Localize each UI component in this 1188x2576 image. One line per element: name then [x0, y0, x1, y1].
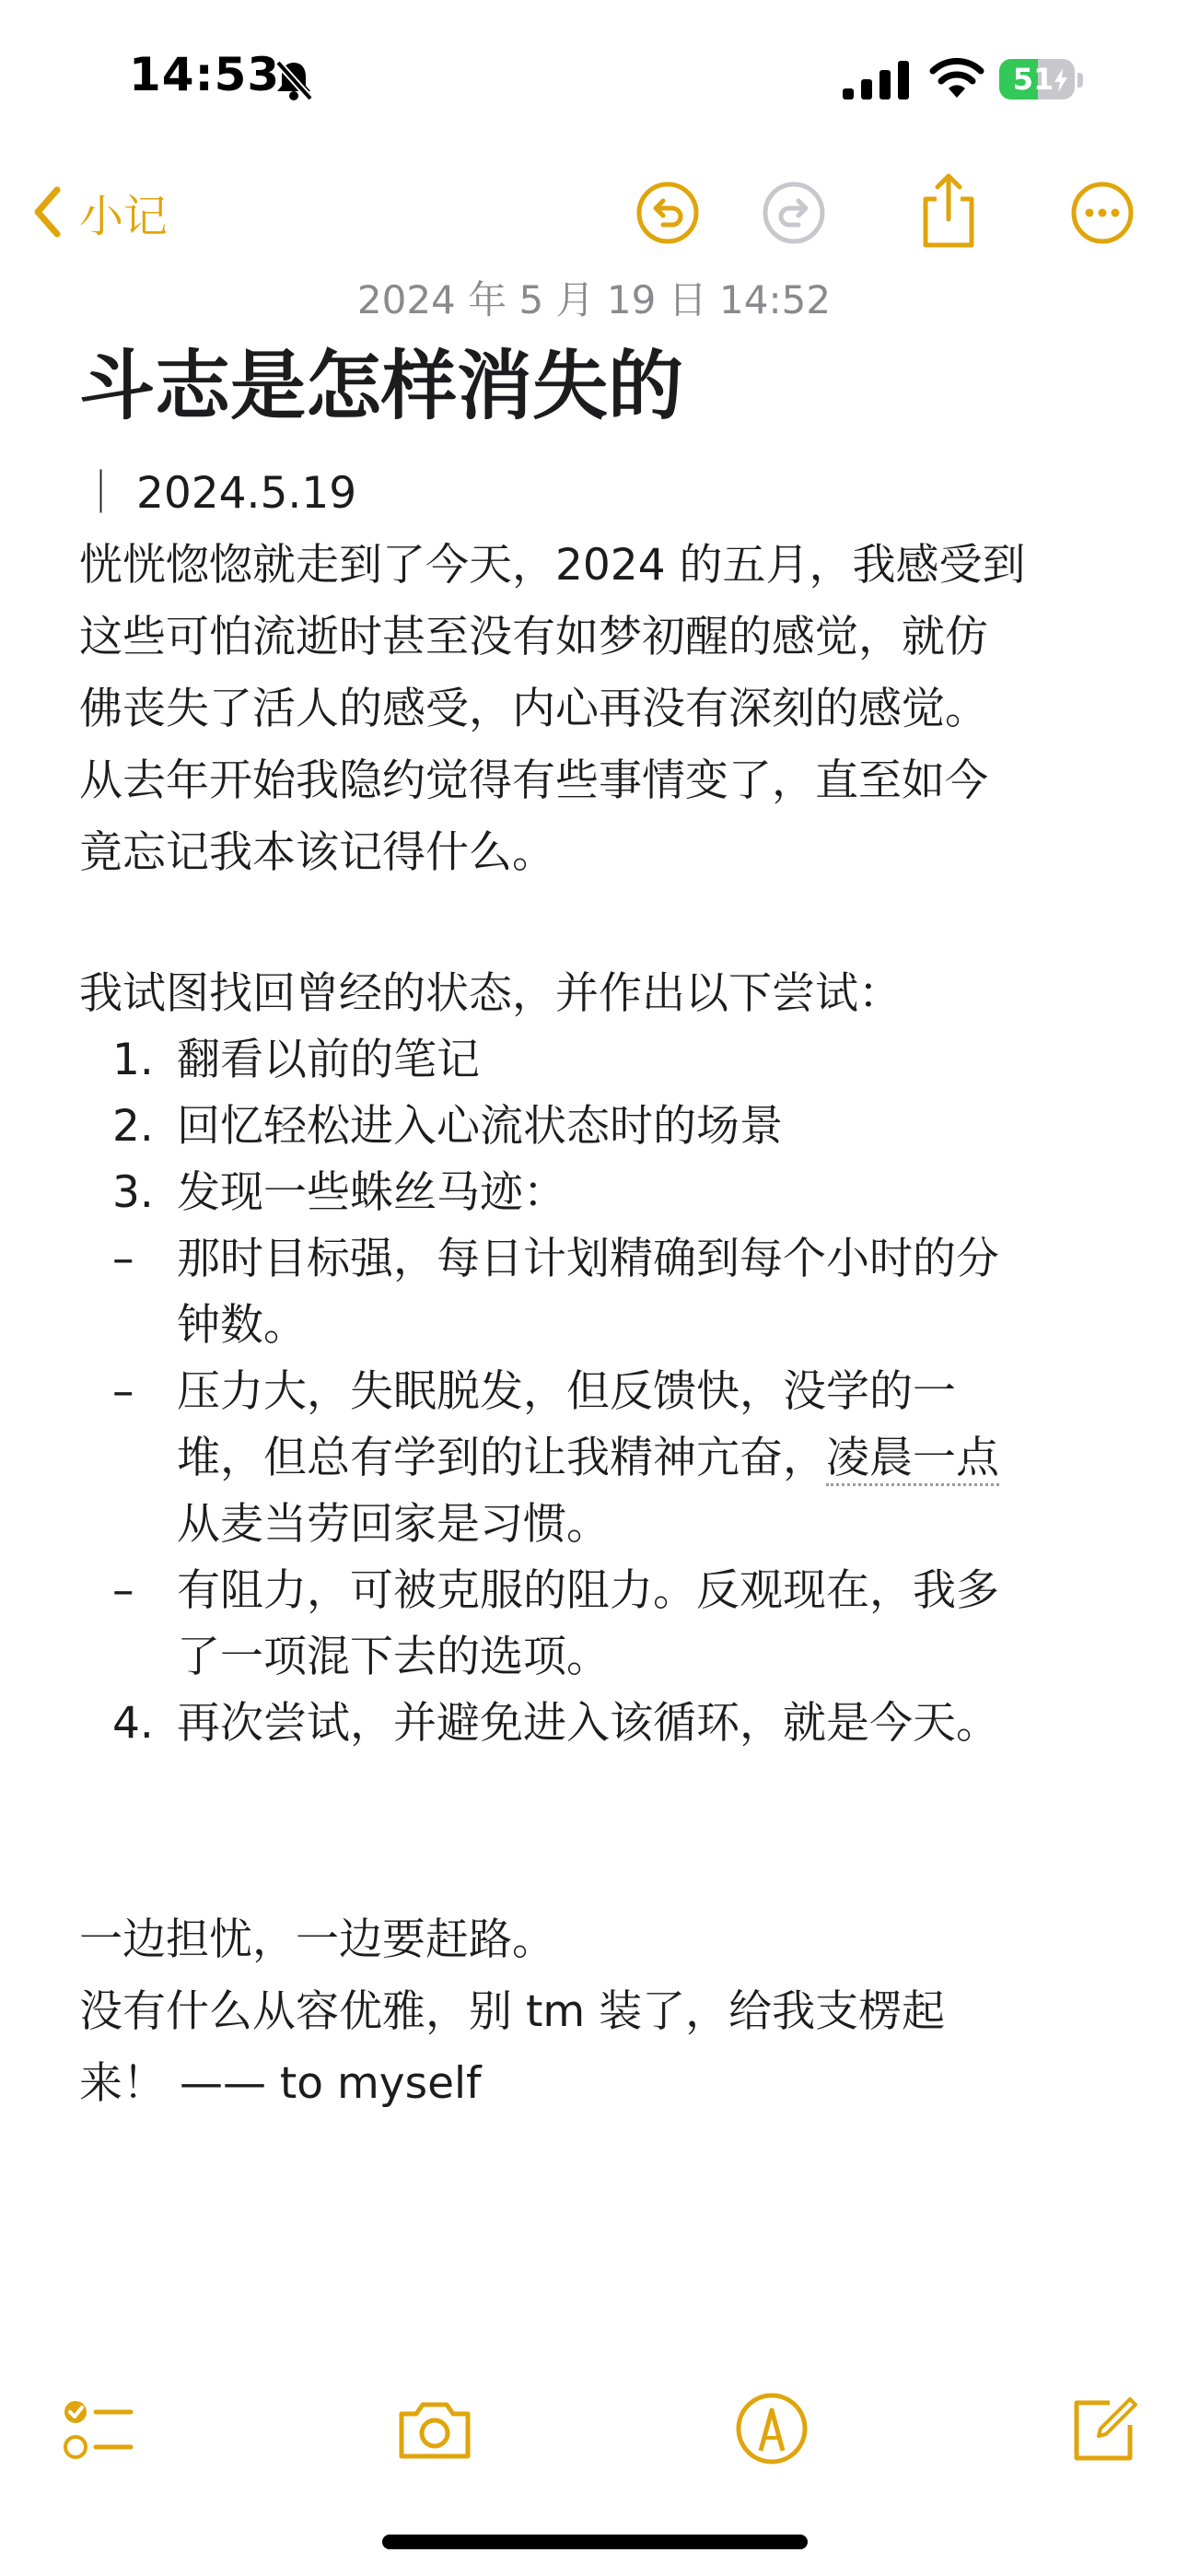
dash-marker: –	[112, 1366, 134, 1417]
status-bar	[0, 0, 1188, 157]
note-title[interactable]: 斗志是怎样消失的	[79, 343, 684, 430]
cellular-signal-icon	[843, 61, 911, 101]
date-line: ｜ 2024.5.19	[79, 468, 357, 519]
paragraph-line: 竟忘记我本该记得什么。	[79, 827, 555, 878]
back-button[interactable]	[33, 177, 168, 247]
battery-indicator	[999, 59, 1084, 101]
dash-list-item	[79, 1359, 1111, 1558]
share-icon[interactable]	[916, 171, 981, 249]
underlined-phrase[interactable]: 凌晨一点	[826, 1433, 999, 1486]
list-item	[79, 1027, 1111, 1094]
list-item	[79, 1160, 1111, 1226]
dash-marker: –	[112, 1234, 134, 1284]
home-indicator[interactable]	[382, 2535, 808, 2549]
dash-item-line: 有阻力，可被克服的阻力。反观现在，我多	[177, 1565, 999, 1616]
more-icon[interactable]	[1070, 181, 1135, 245]
list-item-text: 发现一些蛛丝马迹：	[177, 1167, 566, 1218]
bell-slash-icon	[274, 59, 314, 101]
nav-bar	[0, 166, 1188, 258]
closing-line: 没有什么从容优雅，别 tm 装了，给我支楞起	[79, 1986, 946, 2037]
markup-icon[interactable]	[733, 2390, 810, 2467]
list-item	[79, 1691, 1111, 1757]
dash-item-line: 那时目标强，每日计划精确到每个小时的分	[177, 1234, 999, 1284]
dash-list-item	[79, 1226, 1111, 1359]
list-item	[79, 1094, 1111, 1160]
list-item-text: 翻看以前的笔记	[177, 1035, 480, 1085]
camera-icon[interactable]	[396, 2390, 473, 2467]
checklist-icon[interactable]	[59, 2390, 136, 2467]
closing-line: 来！ —— to myself	[79, 2058, 482, 2109]
dash-item-line: 钟数。	[177, 1300, 307, 1351]
list-item-text: 回忆轻松进入心流状态时的场景	[177, 1101, 783, 1152]
list-intro: 我试图找回曾经的状态，并作出以下尝试：	[79, 968, 902, 1019]
paragraph-line: 恍恍惚惚就走到了今天，2024 的五月，我感受到	[79, 540, 1026, 591]
list-number: 4.	[112, 1698, 154, 1749]
dash-item-line: 了一项混下去的选项。	[177, 1632, 610, 1682]
battery-level: 51	[1012, 62, 1054, 97]
paragraph-line: 佛丧失了活人的感受，内心再没有深刻的感觉。	[79, 684, 988, 734]
dash-item-line: 从麦当劳回家是习惯。	[177, 1499, 610, 1550]
dash-list-item	[79, 1558, 1111, 1691]
undo-icon[interactable]	[635, 181, 700, 245]
list-number: 3.	[112, 1167, 154, 1218]
redo-icon[interactable]	[762, 181, 826, 245]
list-number: 2.	[112, 1101, 154, 1152]
dash-marker: –	[112, 1565, 134, 1616]
closing-line: 一边担忧，一边要赶路。	[79, 1914, 555, 1965]
dash-item-line: 压力大，失眠脱发，但反馈快，没学的一	[177, 1366, 956, 1417]
wifi-icon	[928, 57, 985, 100]
list-item-text: 再次尝试，并避免进入该循环，就是今天。	[177, 1698, 999, 1749]
dash-item-line-underlined: 堆，但总有学到的让我精神亢奋，凌晨一点	[177, 1425, 1111, 1492]
note-body[interactable]	[79, 458, 1111, 2120]
bottom-toolbar	[0, 2377, 1188, 2478]
list-number: 1.	[112, 1035, 154, 1085]
chevron-left-icon	[33, 186, 61, 238]
note-date: 2024 年 5 月 19 日 14:52	[356, 277, 832, 322]
back-label: 小记	[79, 190, 169, 242]
paragraph-line: 从去年开始我隐约觉得有些事情变了，直至如今	[79, 755, 988, 806]
charging-bolt-icon	[1053, 68, 1069, 92]
paragraph-line: 这些可怕流逝时甚至没有如梦初醒的感觉，就仿	[79, 612, 988, 662]
compose-icon[interactable]	[1064, 2390, 1141, 2467]
status-time: 14:53	[129, 48, 281, 101]
